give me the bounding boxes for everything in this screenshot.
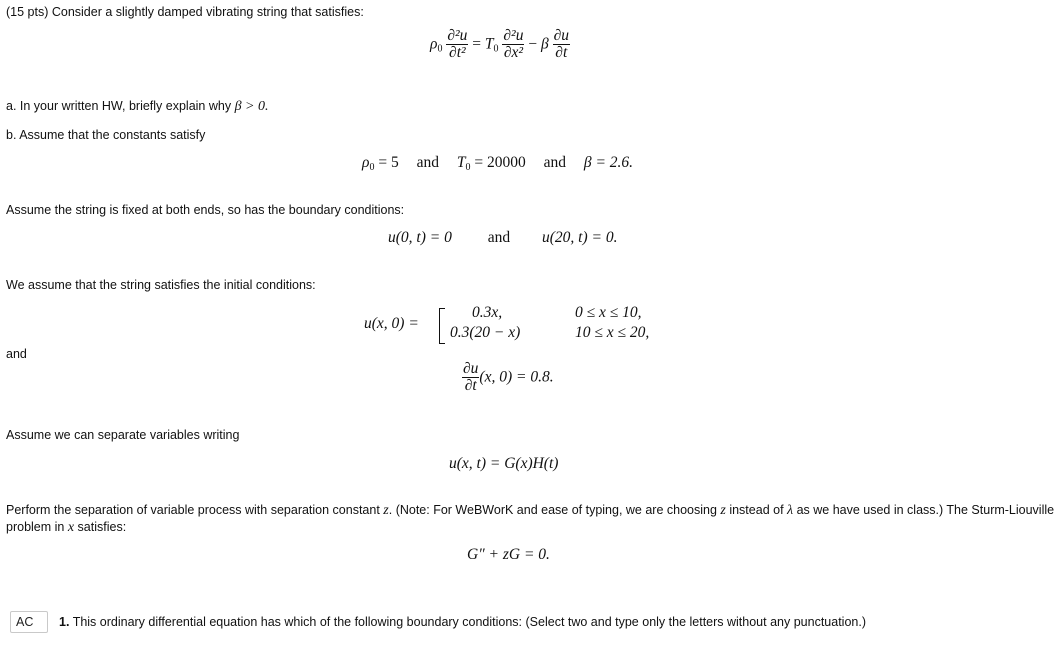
ic-lhs: u(x, 0) = (364, 315, 419, 332)
part-a: a. In your written HW, briefly explain why β > 0. (6, 99, 269, 114)
constants-line: $\rho_0 = 5$ and $T_0 = 20000$ and β = 2.6. (362, 154, 634, 173)
answer-input[interactable] (10, 611, 48, 633)
frac-du-dt-ic: $\frac{\partial u}{\partial t}$ (463, 360, 479, 395)
ic-case2-cond: 10 ≤ x ≤ 20, (575, 324, 650, 341)
frac-du-dt: $\frac{\partial u}{\partial t}$ (553, 27, 569, 62)
rho-subscript: 0 (437, 43, 443, 55)
separate-intro: Assume we can separate variables writing (6, 428, 240, 442)
ic-velocity: $\frac{\partial u}{\partial t}$ (x, 0) = 0.8. (463, 360, 554, 395)
frac-d2u-dt2: $\frac{\text{∂²u}}{\text{∂t²}}$ (447, 27, 468, 62)
ic-case1-expr: 0.3x, (472, 304, 503, 321)
question-1: 1. This ordinary differential equation has which of the following boundary conditions: (Select two and type only the letters without any punctuation.) (59, 615, 866, 629)
equals-sign: = (472, 35, 482, 53)
ic-case2-expr: 0.3(20 − x) (450, 324, 521, 341)
ic-case1-cond: 0 ≤ x ≤ 10, (575, 304, 642, 321)
frac-d2u-dx2: $\frac{\text{∂²u}}{\text{∂x²}}$ (503, 27, 524, 62)
ode-equation: G″ + zG = 0. (467, 546, 550, 563)
part-b: b. Assume that the constants satisfy (6, 128, 206, 142)
perform-line-1: Perform the separation of variable process with separation constant z. (Note: For WeBWorK and ease of typing, we are choosing z instead of λ as we have used in class.) The Sturm-Liouville (6, 503, 1054, 518)
boundary-intro: Assume the string is fixed at both ends, so has the boundary conditions: (6, 203, 405, 217)
minus-sign: − (528, 35, 538, 53)
beta-symbol: β (540, 35, 549, 53)
tension-symbol: T (484, 35, 494, 53)
beta-inequality: β > 0. (234, 99, 269, 114)
boundary-conditions: u(0, t) = 0 and u(20, t) = 0. (388, 229, 618, 246)
perform-line-2: problem in x satisfies: (6, 520, 127, 535)
pde-equation: $\rho_0$ $\frac{\text{∂²u}}{\text{∂t²}}$ = $T_0$ $\frac{\text{∂²u}}{\text{∂x²}}$ − β $\frac{\partial u}{\partial t}$ (430, 27, 569, 62)
and-label: and (6, 347, 27, 361)
initial-intro: We assume that the string satisfies the initial conditions: (6, 278, 316, 292)
problem-intro: (15 pts) Consider a slightly damped vibrating string that satisfies: (6, 5, 364, 19)
rho-symbol: ρ (430, 35, 438, 53)
piecewise-bracket (439, 308, 440, 344)
separation-equation: u(x, t) = G(x)H(t) (449, 455, 559, 472)
